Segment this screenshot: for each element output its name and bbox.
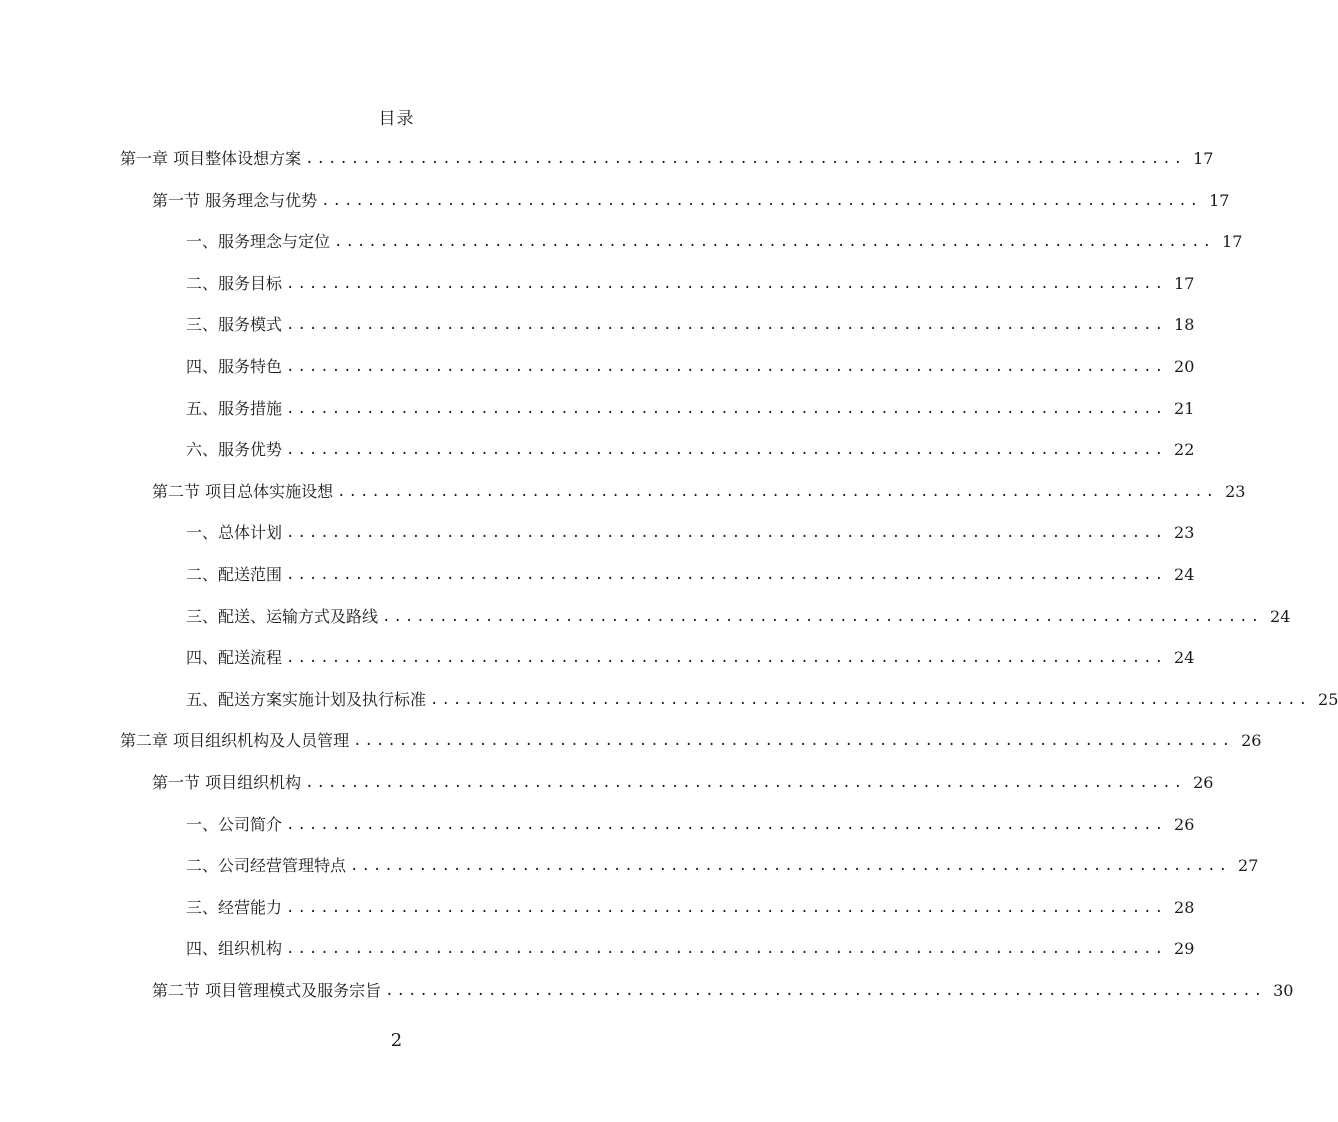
- toc-entry-page: 23: [1225, 481, 1246, 501]
- toc-entry-page: 24: [1270, 606, 1291, 626]
- toc-entry-subsection[interactable]: [186, 431, 1195, 469]
- toc-entry-label: 二、配送范围: [186, 565, 283, 584]
- toc-entry-subsection[interactable]: [186, 681, 1338, 719]
- page-number: 2: [390, 1030, 403, 1051]
- dot-leader: .............................................................................: [286, 650, 1167, 667]
- dot-leader: .............................................................................: [286, 899, 1167, 916]
- toc-entry-page: 17: [1222, 232, 1243, 252]
- toc-entry-label: 第二节 项目管理模式及服务宗旨: [152, 981, 382, 1000]
- toc-entry-label: 四、配送流程: [186, 648, 283, 668]
- toc-entry-label: 第一节 服务理念与优势: [152, 190, 318, 210]
- toc-entry-page: 22: [1174, 440, 1195, 460]
- toc-entry-subsection[interactable]: [186, 556, 1195, 594]
- dot-leader: .............................................................................: [353, 733, 1234, 750]
- dot-leader: .............................................................................: [286, 525, 1167, 542]
- toc-entry-subsection[interactable]: [186, 889, 1195, 927]
- toc-entry-page: 18: [1174, 315, 1195, 335]
- toc-entry-label: 第二节 项目总体实施设想: [152, 481, 334, 501]
- toc-entry-subsection[interactable]: [186, 930, 1195, 968]
- toc-entry-page: 30: [1273, 981, 1294, 1000]
- toc-entry-page: 24: [1174, 648, 1195, 668]
- toc-entry-subsection[interactable]: [186, 847, 1259, 885]
- toc-entry-page: 26: [1193, 773, 1214, 792]
- dot-leader: .............................................................................: [350, 858, 1231, 875]
- toc-entry-label: 一、服务理念与定位: [186, 232, 331, 252]
- toc-entry-subsection[interactable]: [186, 639, 1195, 677]
- toc-entry-page: 26: [1241, 731, 1262, 751]
- toc-entry-subsection[interactable]: [186, 306, 1195, 344]
- dot-leader: .............................................................................: [286, 317, 1167, 334]
- dot-leader: .............................................................................: [286, 400, 1167, 417]
- toc-entry-page: 24: [1174, 565, 1195, 584]
- toc-entry-page: 25: [1318, 689, 1338, 709]
- dot-leader: .............................................................................: [286, 567, 1167, 583]
- toc-entry-section[interactable]: [152, 473, 1246, 511]
- dot-leader: .............................................................................: [286, 359, 1167, 375]
- dot-leader: .............................................................................: [286, 941, 1167, 958]
- dot-leader: .............................................................................: [321, 192, 1202, 209]
- toc-entry-subsection[interactable]: [186, 265, 1195, 303]
- toc-entry-page: 23: [1174, 523, 1195, 543]
- toc-entry-subsection[interactable]: [186, 806, 1195, 844]
- dot-leader: .............................................................................: [334, 234, 1215, 251]
- toc-entry-page: 27: [1238, 856, 1259, 876]
- toc-entry-label: 四、服务特色: [186, 357, 283, 376]
- dot-leader: .............................................................................: [286, 275, 1167, 292]
- toc-entry-label: 三、经营能力: [186, 897, 283, 917]
- toc-entry-label: 四、组织机构: [186, 939, 283, 959]
- toc-entry-label: 一、总体计划: [186, 523, 283, 543]
- toc-entry-label: 三、配送、运输方式及路线: [186, 606, 379, 626]
- toc-entry-page: 17: [1193, 149, 1214, 168]
- toc-entry-label: 第二章 项目组织机构及人员管理: [120, 731, 350, 751]
- toc-entry-label: 二、服务目标: [186, 273, 283, 293]
- toc-entry-label: 五、服务措施: [186, 398, 283, 418]
- dot-leader: .............................................................................: [430, 691, 1311, 708]
- toc-entry-label: 第一章 项目整体设想方案: [120, 149, 302, 168]
- dot-leader: .............................................................................: [337, 483, 1218, 500]
- toc-entry-section[interactable]: [152, 182, 1230, 220]
- dot-leader: .............................................................................: [286, 442, 1167, 459]
- toc-entry-chapter-1[interactable]: [120, 140, 1214, 178]
- toc-entry-label: 二、公司经营管理特点: [186, 856, 347, 876]
- toc-entry-label: 第一节 项目组织机构: [152, 773, 302, 792]
- toc-title: 目录: [378, 109, 415, 129]
- toc-entry-page: 20: [1174, 357, 1195, 376]
- toc-entry-label: 五、配送方案实施计划及执行标准: [186, 689, 427, 709]
- toc-entry-page: 29: [1174, 939, 1195, 959]
- toc-entry-subsection[interactable]: [186, 348, 1195, 386]
- toc-entry-label: 一、公司简介: [186, 814, 283, 834]
- dot-leader: .............................................................................: [305, 151, 1186, 167]
- toc-entry-page: 17: [1209, 190, 1230, 210]
- toc-entry-chapter-2[interactable]: [120, 722, 1262, 760]
- toc-entry-page: 21: [1174, 398, 1195, 418]
- toc-entry-subsection[interactable]: [186, 514, 1195, 552]
- toc-entry-subsection[interactable]: [186, 223, 1243, 261]
- toc-entry-label: 六、服务优势: [186, 440, 283, 460]
- toc-entry-subsection[interactable]: [186, 598, 1291, 636]
- toc-entry-page: 26: [1174, 814, 1195, 834]
- dot-leader: .............................................................................: [305, 775, 1186, 791]
- toc-entry-section[interactable]: [152, 972, 1294, 1010]
- dot-leader: .............................................................................: [382, 608, 1263, 625]
- dot-leader: .............................................................................: [286, 816, 1167, 833]
- toc-entry-subsection[interactable]: [186, 390, 1195, 428]
- dot-leader: .............................................................................: [385, 983, 1266, 999]
- toc-entry-page: 17: [1174, 273, 1195, 293]
- toc-entry-label: 三、服务模式: [186, 315, 283, 335]
- toc-entry-page: 28: [1174, 897, 1195, 917]
- toc-entry-section[interactable]: [152, 764, 1214, 802]
